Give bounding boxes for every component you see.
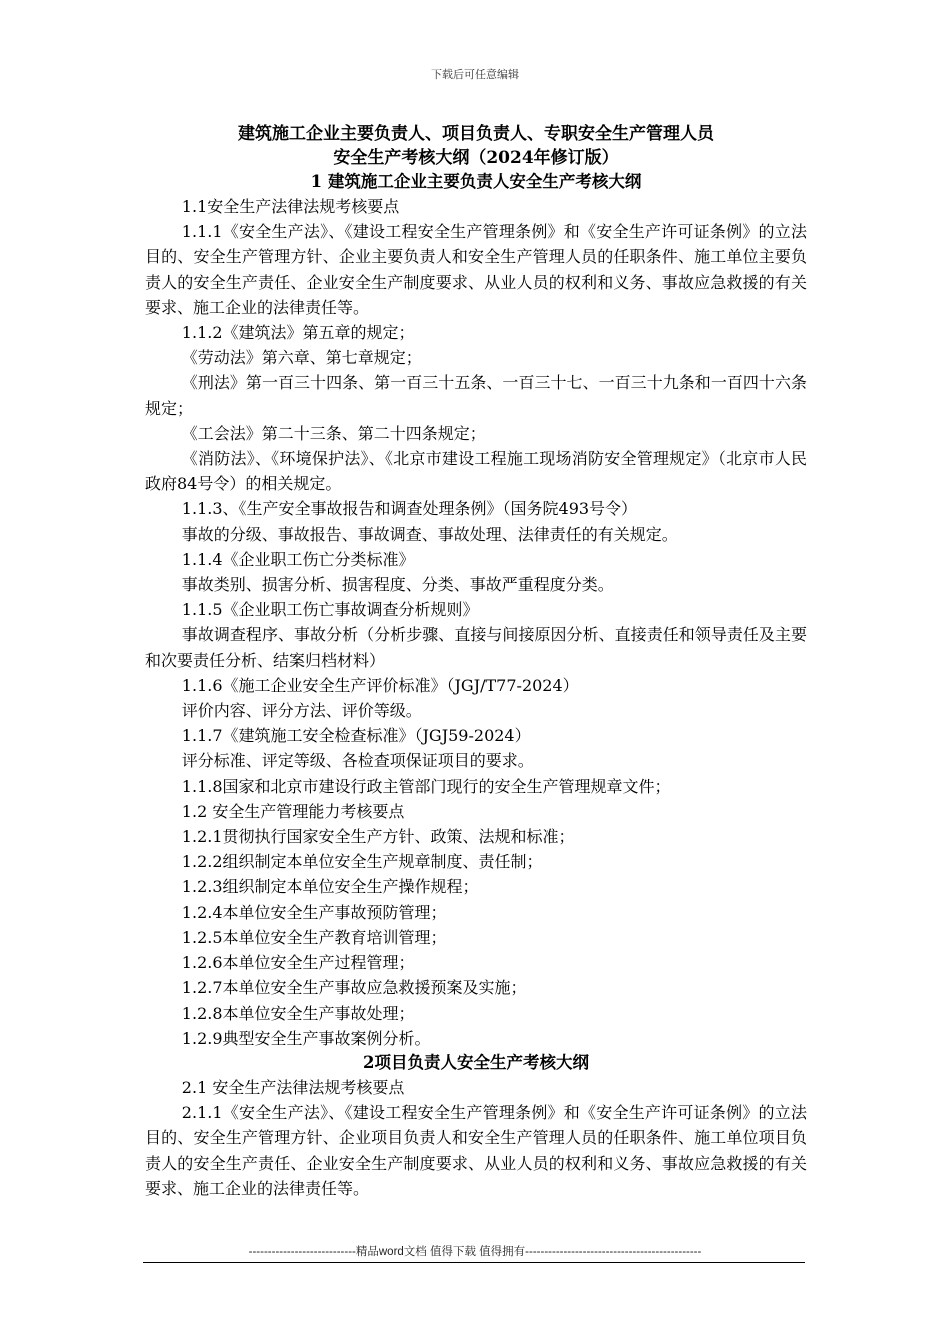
paragraph: 事故类别、损害分析、损害程度、分类、事故严重程度分类。 <box>181 575 614 595</box>
footer-divider <box>143 1262 805 1263</box>
paragraph: 《刑法》第一百三十四条、第一百三十五条、一百三十七、一百三十九条和一百四十六条规定； <box>145 373 807 418</box>
document-title-line1: 建筑施工企业主要负责人、项目负责人、专职安全生产管理人员 <box>238 124 714 144</box>
section1-heading: 1 建筑施工企业主要负责人安全生产考核大纲 <box>310 172 642 191</box>
paragraph: 1.2.7本单位安全生产事故应急救援预案及实施； <box>181 978 527 998</box>
paragraph: 1.2.5本单位安全生产教育培训管理； <box>181 927 447 947</box>
paragraph: 1.1.6《施工企业安全生产评价标准》（JGJ/T77-2024） <box>181 675 579 695</box>
document-body <box>145 122 807 1201</box>
paragraph: 1.1.7《建筑施工安全检查标准》（JGJ59-2024） <box>181 726 531 746</box>
paragraph: 1.1.1《安全生产法》、《建设工程安全生产管理条例》和《安全生产许可证条例》的立法目的、安全生产管理方针、企业主要负责人和安全生产管理人员的任职条件、施工单位主要负责人的安全生产责任、企业安全生产制度要求、从业人员的权利和义务、事故应急救援的有关要求、施工企业的法律责任等。 <box>145 222 807 317</box>
paragraph: 1.2.9典型安全生产事故案例分析。 <box>181 1028 431 1048</box>
section2-heading: 2项目负责人安全生产考核大纲 <box>363 1052 589 1072</box>
paragraph: 事故的分级、事故报告、事故调查、事故处理、法律责任的有关规定。 <box>181 524 678 544</box>
paragraph: 评价内容、评分方法、评价等级。 <box>181 701 422 721</box>
paragraph: 1.1.2《建筑法》第五章的规定； <box>181 323 415 343</box>
paragraph: 评分标准、评定等级、各检查项保证项目的要求。 <box>181 751 534 771</box>
paragraph: 事故调查程序、事故分析（分析步骤、直接与间接原因分析、直接责任和领导责任及主要和次要责任分析、结案归档材料） <box>145 625 807 670</box>
paragraph: 《消防法》、《环境保护法》、《北京市建设工程施工现场消防安全管理规定》（北京市人民政府84号令）的相关规定。 <box>145 449 807 494</box>
paragraph: 《劳动法》第六章、第七章规定； <box>181 348 422 368</box>
paragraph: 1.2.8本单位安全生产事故处理； <box>181 1003 415 1023</box>
footer-text: ----------------------------精品word文档 值得下载 值得拥有---------------------------------------------- <box>248 1246 702 1258</box>
document-title-line2: 安全生产考核大纲（2024年修订版） <box>333 148 619 168</box>
paragraph: 1.2.1贯彻执行国家安全生产方针、政策、法规和标准； <box>181 827 575 847</box>
paragraph: 《工会法》第二十三条、第二十四条规定； <box>181 423 486 443</box>
header-note: 下载后可任意编辑 <box>431 68 519 81</box>
paragraph: 1.1安全生产法律法规考核要点 <box>181 197 400 216</box>
paragraph: 1.1.3、《生产安全事故报告和调查处理条例》（国务院493号令） <box>181 499 638 519</box>
paragraph: 1.2.6本单位安全生产过程管理； <box>181 953 415 973</box>
paragraph: 1.1.8国家和北京市建设行政主管部门现行的安全生产管理规章文件； <box>181 776 671 796</box>
paragraph: 1.2.4本单位安全生产事故预防管理； <box>181 902 447 922</box>
paragraph: 2.1 安全生产法律法规考核要点 <box>181 1077 405 1097</box>
paragraph: 1.2 安全生产管理能力考核要点 <box>181 801 405 821</box>
paragraph: 2.1.1《安全生产法》、《建设工程安全生产管理条例》和《安全生产许可证条例》的立法目的、安全生产管理方针、企业项目负责人和安全生产管理人员的任职条件、施工单位项目负责人的安全生产责任、企业安全生产制度要求、从业人员的权利和义务、事故应急救援的有关要求、施工企业的法律责任等。 <box>145 1103 807 1198</box>
paragraph: 1.2.2组织制定本单位安全生产规章制度、责任制； <box>181 852 543 872</box>
paragraph: 1.1.4《企业职工伤亡分类标准》 <box>181 549 415 569</box>
paragraph: 1.1.5《企业职工伤亡事故调查分析规则》 <box>181 600 479 620</box>
paragraph: 1.2.3组织制定本单位安全生产操作规程； <box>181 877 479 897</box>
